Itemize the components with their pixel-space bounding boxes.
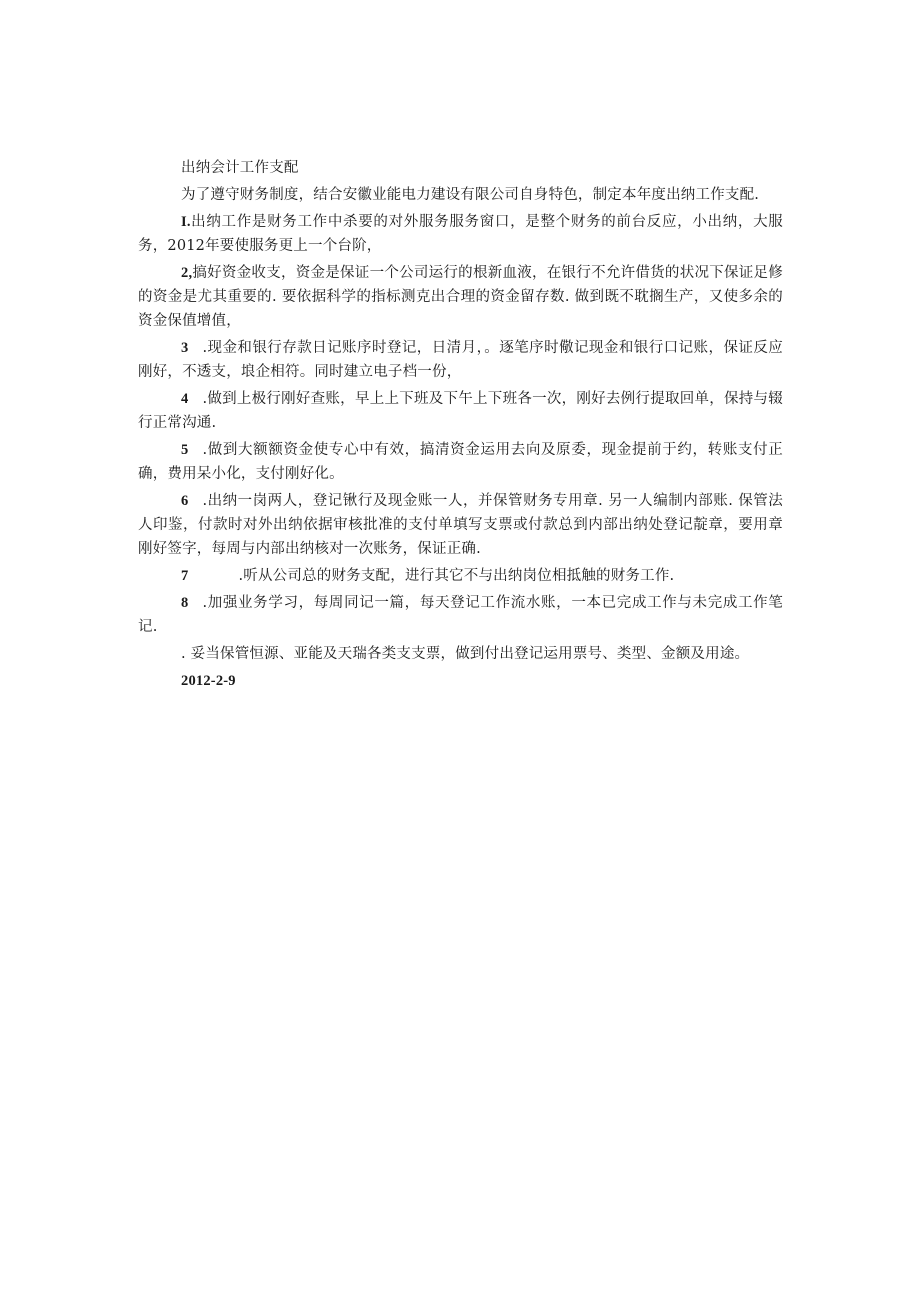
item-3 (138, 336, 783, 384)
item-5-text: .做到大额额资金使专心中有效，搞清资金运用去向及原委，现金提前于约，转账支付正确，费用呆小化，支付刚好化。 (138, 442, 783, 482)
item-3-text: .现金和银行存款日记账序时登记，日清月，。逐笔序时儆记现金和银行口记账，保证反应刚好，不透支，埌企相符。同时建立电子档一份， (138, 340, 783, 380)
item-3-number: 3 (181, 340, 189, 356)
item-2 (138, 261, 783, 333)
item-4-text: .做到上极行刚好查账，早上上下班及下午上下班各一次，刚好去例行提取回单，保持与辍行正常沟通. (138, 391, 783, 431)
item-7-text: .听从公司总的财务支配，进行其它不与出纳岗位相抵触的财务工作. (238, 568, 675, 584)
item-8-text: .加强业务学习，每周同记一篇，每天登记工作流水账，一本已完成工作与未完成工作笔记. (138, 595, 783, 635)
extra-paragraph: . 妥当保管恒源、亚能及天瑞各类支支票，做到付出登记运用票号、类型、金额及用途。 (181, 646, 750, 662)
item-6 (138, 489, 783, 561)
document-date: 2012-2-9 (181, 673, 236, 689)
item-1-text: 出纳工作是财务工作中杀要的对外服务服务窗口，是整个财务的前台反应，小出纳，大服务，2012年要使服务更上一个台阶， (138, 214, 783, 254)
item-8-number: 8 (181, 595, 189, 611)
intro-paragraph: 为了遵守财务制度，结合安徽业能电力建设有限公司自身特色，制定本年度出纳工作支配. (181, 187, 760, 203)
item-4 (138, 387, 783, 435)
item-2-number: 2, (181, 265, 193, 281)
item-8 (138, 591, 783, 639)
item-7-number: 7 (181, 568, 189, 584)
item-4-number: 4 (181, 391, 189, 407)
item-1-number: I. (181, 214, 191, 230)
document-body (138, 156, 783, 693)
item-2-text: 搞好资金收支，资金是保证一个公司运行的根新血液，在银行不允许借货的状况下保证足修的资金是尤其重要的. 要依据科学的指标测克出合理的资金留存数. 做到既不耽搁生产，又使多余的资金保值增值， (138, 265, 783, 329)
item-6-text: .出纳一岗两人，登记锹行及现金账一人，并保管财务专用章. 另一人编制内部账. 保管法人印鉴，付款时对外出纳依据审核批准的支付单填写支票或付款总到内部出纳处登记靛章，要用章刚好签字，每周与内部出纳核对一次账务，保证正确. (138, 493, 783, 557)
item-6-number: 6 (181, 493, 189, 509)
item-7 (138, 564, 783, 588)
document-title: 出纳会计工作支配 (181, 160, 299, 176)
item-1 (138, 210, 783, 258)
item-5-number: 5 (181, 442, 189, 458)
item-5 (138, 438, 783, 486)
